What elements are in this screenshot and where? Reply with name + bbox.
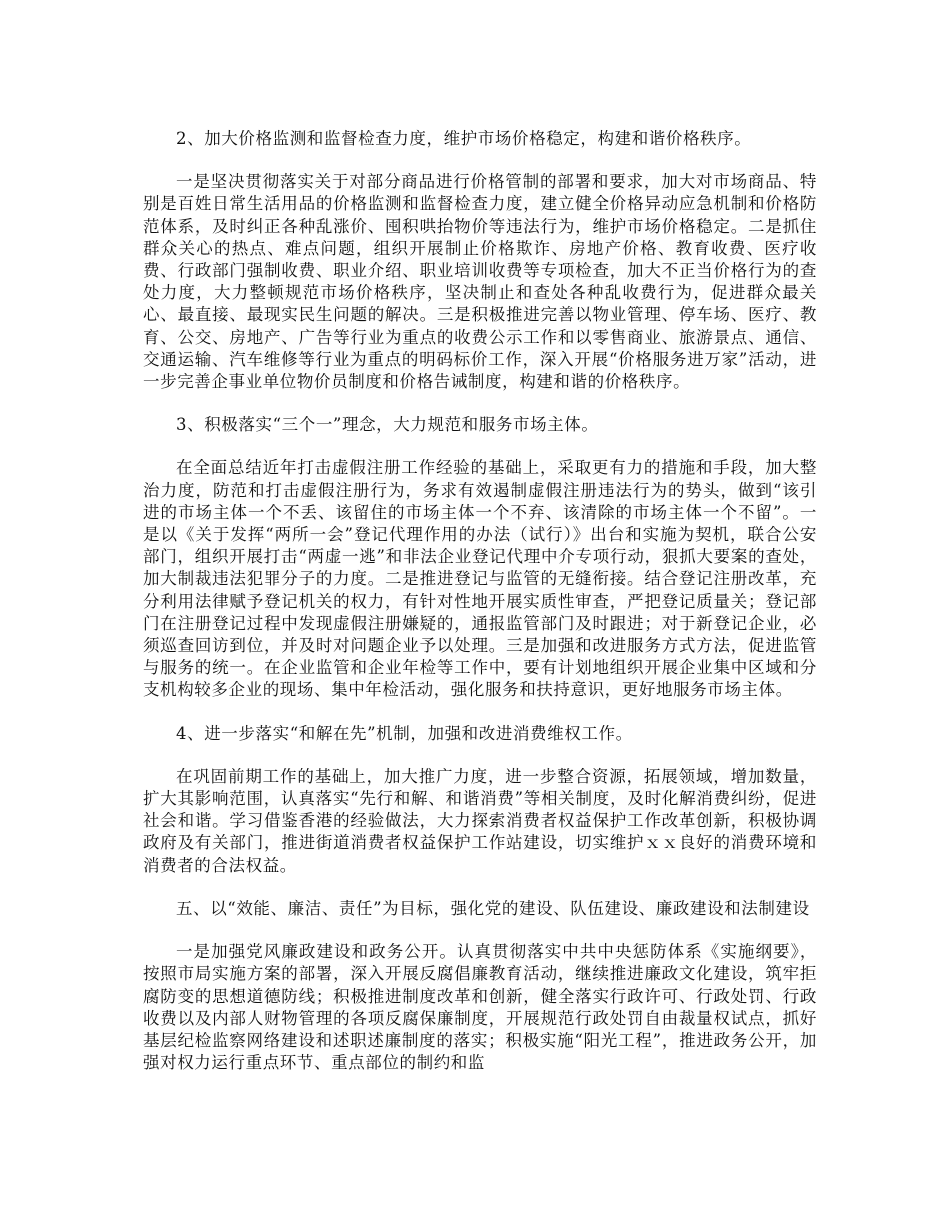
section-heading-price-monitoring: 2、加大价格监测和监督检查力度，维护市场价格稳定，构建和谐价格秩序。 (176, 129, 752, 148)
section-heading-party-building: 五、以“效能、廉洁、责任”为目标，强化党的建设、队伍建设、廉政建设和法制建设 (176, 898, 810, 918)
paragraph-market-entities: 在全面总结近年打击虚假注册工作经验的基础上，采取更有力的措施和手段，加大整治力度，防范和打击虚假注册行为，务求有效遏制虚假注册违法行为的势头，做到“该引进的市场主体一个不丢、该留住的市场主体一个不弃、该清除的市场主体一个不留”。一是以《关于发挥“两所一会”登记代理作用的办法（试行）》出台和实施为契机，联合公安部门，组织开展打击“两虚一逃”和非法企业登记代理中介专项行动，狠抓大要案的查处，加大制裁违法犯罪分子的力度。二是推进登记与监管的无缝衔接。结合登记注册改革，充分利用法律赋予登记机关的权力，有针对性地开展实质性审查，严把登记质量关；登记部门在注册登记过程中发现虚假注册嫌疑的，通报监管部门及时跟进；对于新登记企业，必须巡查回访到位，并及时对问题企业予以处理。三是加强和改进服务方式方法，促进监管与服务的统一。在企业监管和企业年检等工作中，要有计划地组织开展企业集中区域和分支机构较多企业的现场、集中年检活动，强化服务和扶持意识，更好地服务市场主体。 (143, 458, 817, 700)
paragraph-price-monitoring: 一是坚决贯彻落实关于对部分商品进行价格管制的部署和要求，加大对市场商品、特别是百姓日常生活用品的价格监测和监督检查力度，建立健全价格异动应急机制和价格防范体系，及时纠正各种乱涨价、囤积哄抬物价等违法行为，维护市场价格稳定。二是抓住群众关心的热点、难点问题，组织开展制止价格欺诈、房地产价格、教育收费、医疗收费、行政部门强制收费、职业介绍、职业培训收费等专项检查，加大不正当价格行为的查处力度，大力整顿规范市场价格秩序，坚决制止和查处各种乱收费行为，促进群众最关心、最直接、最现实民生问题的解决。三是积极推进完善以物业管理、停车场、医疗、教育、公交、房地产、广告等行业为重点的收费公示工作和以零售商业、旅游景点、通信、交通运输、汽车维修等行业为重点的明码标价工作，深入开展“价格服务进万家”活动，进一步完善企事业单位物价员制度和价格告诫制度，构建和谐的价格秩序。 (143, 172, 817, 392)
section-heading-market-entities: 3、积极落实“三个一”理念，大力规范和服务市场主体。 (176, 415, 599, 435)
paragraph-consumer-rights: 在巩固前期工作的基础上，加大推广力度，进一步整合资源，拓展领域，增加数量，扩大其影响范围，认真落实“先行和解、和谐消费”等相关制度，及时化解消费纠纷，促进社会和谐。学习借鉴香港的经验做法，大力探索消费者权益保护工作改革创新，积极协调政府及有关部门，推进街道消费者权益保护工作站建设，切实维护ｘｘ良好的消费环境和消费者的合法权益。 (143, 766, 817, 875)
section-heading-consumer-rights: 4、进一步落实“和解在先”机制，加强和改进消费维权工作。 (176, 723, 633, 743)
document-page (143, 128, 817, 1095)
paragraph-party-building: 一是加强党风廉政建设和政务公开。认真贯彻落实中共中央惩防体系《实施纲要》，按照市局实施方案的部署，深入开展反腐倡廉教育活动，继续推进廉政文化建设，筑牢拒腐防变的思想道德防线；积极推进制度改革和创新，健全落实行政许可、行政处罚、行政收费以及内部人财物管理的各项反腐保廉制度，开展规范行政处罚自由裁量权试点，抓好基层纪检监察网络建设和述职述廉制度的落实；积极实施“阳光工程”，推进政务公开，加强对权力运行重点环节、重点部位的制约和监 (143, 942, 817, 1073)
